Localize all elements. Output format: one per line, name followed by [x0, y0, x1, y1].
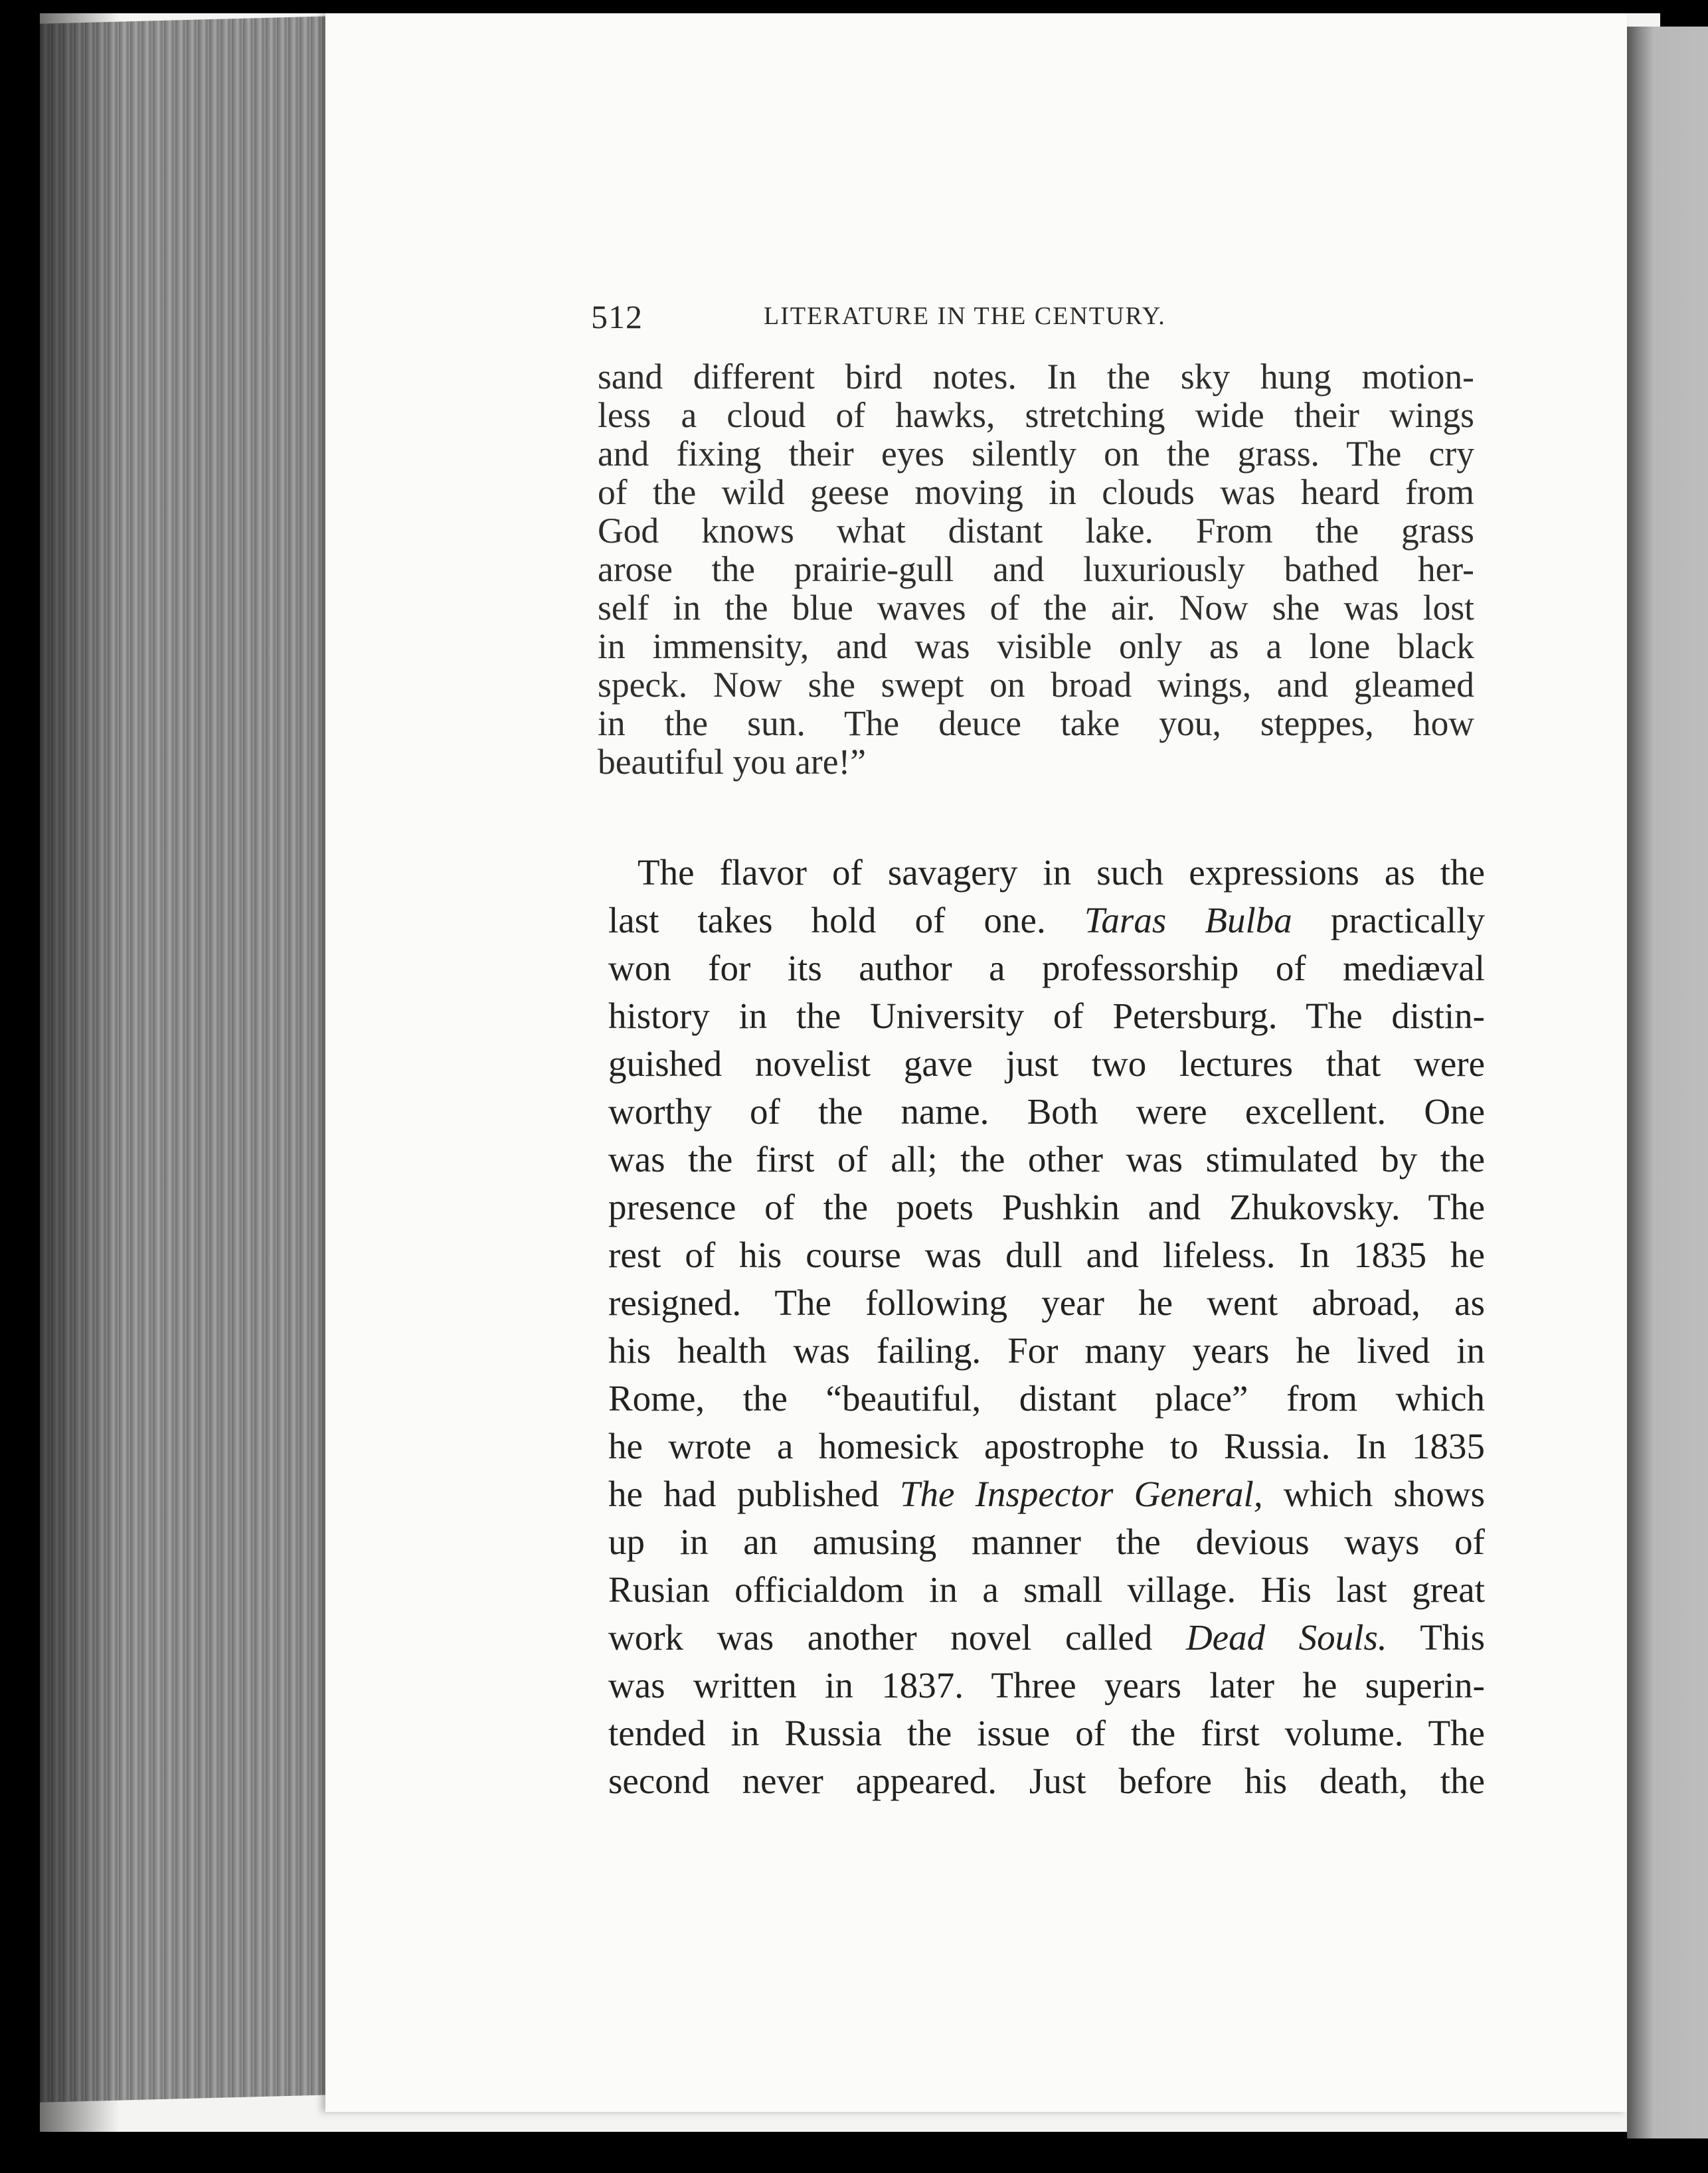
book-title: The Inspector General,: [899, 1474, 1263, 1514]
body-line: [608, 992, 1485, 1040]
quote-line: beautiful you are!”: [598, 742, 867, 782]
body-line: [608, 1183, 1485, 1231]
text-run: up in an amusing manner the devious ways of: [608, 1521, 1485, 1562]
text-run: guished novelist gave just two lectures that were: [608, 1043, 1485, 1084]
text-run: was the first of all; the other was stimulated by the: [608, 1139, 1485, 1179]
text-run: Rome, the “beautiful, distant place” from which: [608, 1378, 1485, 1419]
edge-shadow: [40, 13, 120, 2132]
quote-line: in the sun. The deuce take you, steppes, how: [598, 703, 1474, 743]
quote-line: less a cloud of hawks, stretching wide their wings: [598, 395, 1474, 435]
text-run: he wrote a homesick apostrophe to Russia. In 1835: [608, 1426, 1485, 1466]
page-header: [591, 298, 1308, 337]
body-line: [608, 1040, 1485, 1088]
body-line: [608, 1518, 1485, 1566]
body-line: [608, 1136, 1485, 1183]
quote-line: arose the prairie-gull and luxuriously bathed her-: [598, 549, 1474, 589]
quoted-passage: [598, 357, 1474, 781]
text-run: was written in 1837. Three years later he superin-: [608, 1665, 1485, 1705]
body-line: [608, 1757, 1485, 1805]
body-line: [608, 1709, 1485, 1757]
body-line: [608, 1614, 1485, 1662]
text-run: second never appeared. Just before his death, the: [608, 1761, 1485, 1801]
quote-line: in immensity, and was visible only as a lone black: [598, 626, 1474, 666]
body-paragraph: [608, 849, 1485, 1805]
body-line: [608, 1279, 1485, 1327]
quote-line: God knows what distant lake. From the grass: [598, 511, 1474, 551]
book-title: Dead Souls.: [1185, 1617, 1387, 1658]
body-line: [608, 1423, 1485, 1470]
text-run: worthy of the name. Both were excellent. One: [608, 1091, 1485, 1132]
book-title: Taras Bulba: [1084, 900, 1292, 940]
quote-line: sand different bird notes. In the sky hung motion-: [598, 357, 1474, 396]
body-line: [608, 1088, 1485, 1136]
text-run: he had published: [608, 1474, 900, 1514]
text-run: The flavor of savagery in such expressions as the: [638, 852, 1485, 893]
facing-page-edge: [1627, 27, 1708, 2138]
body-line: [608, 1566, 1485, 1614]
body-line: [608, 849, 1485, 897]
text-run: resigned. The following year he went abroad, as: [608, 1282, 1485, 1323]
text-run: rest of his course was dull and lifeless. In 1835 he: [608, 1235, 1485, 1275]
body-line: [608, 1327, 1485, 1375]
body-line: [608, 944, 1485, 992]
text-run: which shows: [1262, 1474, 1485, 1514]
quote-line: speck. Now she swept on broad wings, and gleamed: [598, 665, 1474, 705]
quote-line: of the wild geese moving in clouds was heard from: [598, 472, 1474, 512]
text-run: Rusian officialdom in a small village. His last great: [608, 1569, 1485, 1610]
text-run: tended in Russia the issue of the first volume. The: [608, 1713, 1485, 1753]
text-run: work was another novel called: [608, 1617, 1186, 1658]
text-run: won for its author a professorship of mediæval: [608, 948, 1485, 988]
text-run: last takes hold of one.: [608, 900, 1084, 940]
quote-line: and fixing their eyes silently on the grass. The cry: [598, 434, 1474, 474]
running-head: LITERATURE IN THE CENTURY.: [764, 302, 1166, 330]
body-line: [608, 897, 1485, 944]
page-number: 512: [591, 298, 643, 335]
text-run: his health was failing. For many years he lived in: [608, 1330, 1485, 1371]
body-line: [608, 1375, 1485, 1423]
quote-line: self in the blue waves of the air. Now she was lost: [598, 588, 1474, 628]
text-run: This: [1387, 1617, 1485, 1658]
text-run: presence of the poets Pushkin and Zhukovsky. The: [608, 1187, 1485, 1227]
body-line: [608, 1231, 1485, 1279]
text-run: history in the University of Petersburg. The distin-: [608, 996, 1485, 1036]
body-line: [608, 1662, 1485, 1709]
body-line: [608, 1470, 1485, 1518]
text-run: practically: [1292, 900, 1485, 940]
